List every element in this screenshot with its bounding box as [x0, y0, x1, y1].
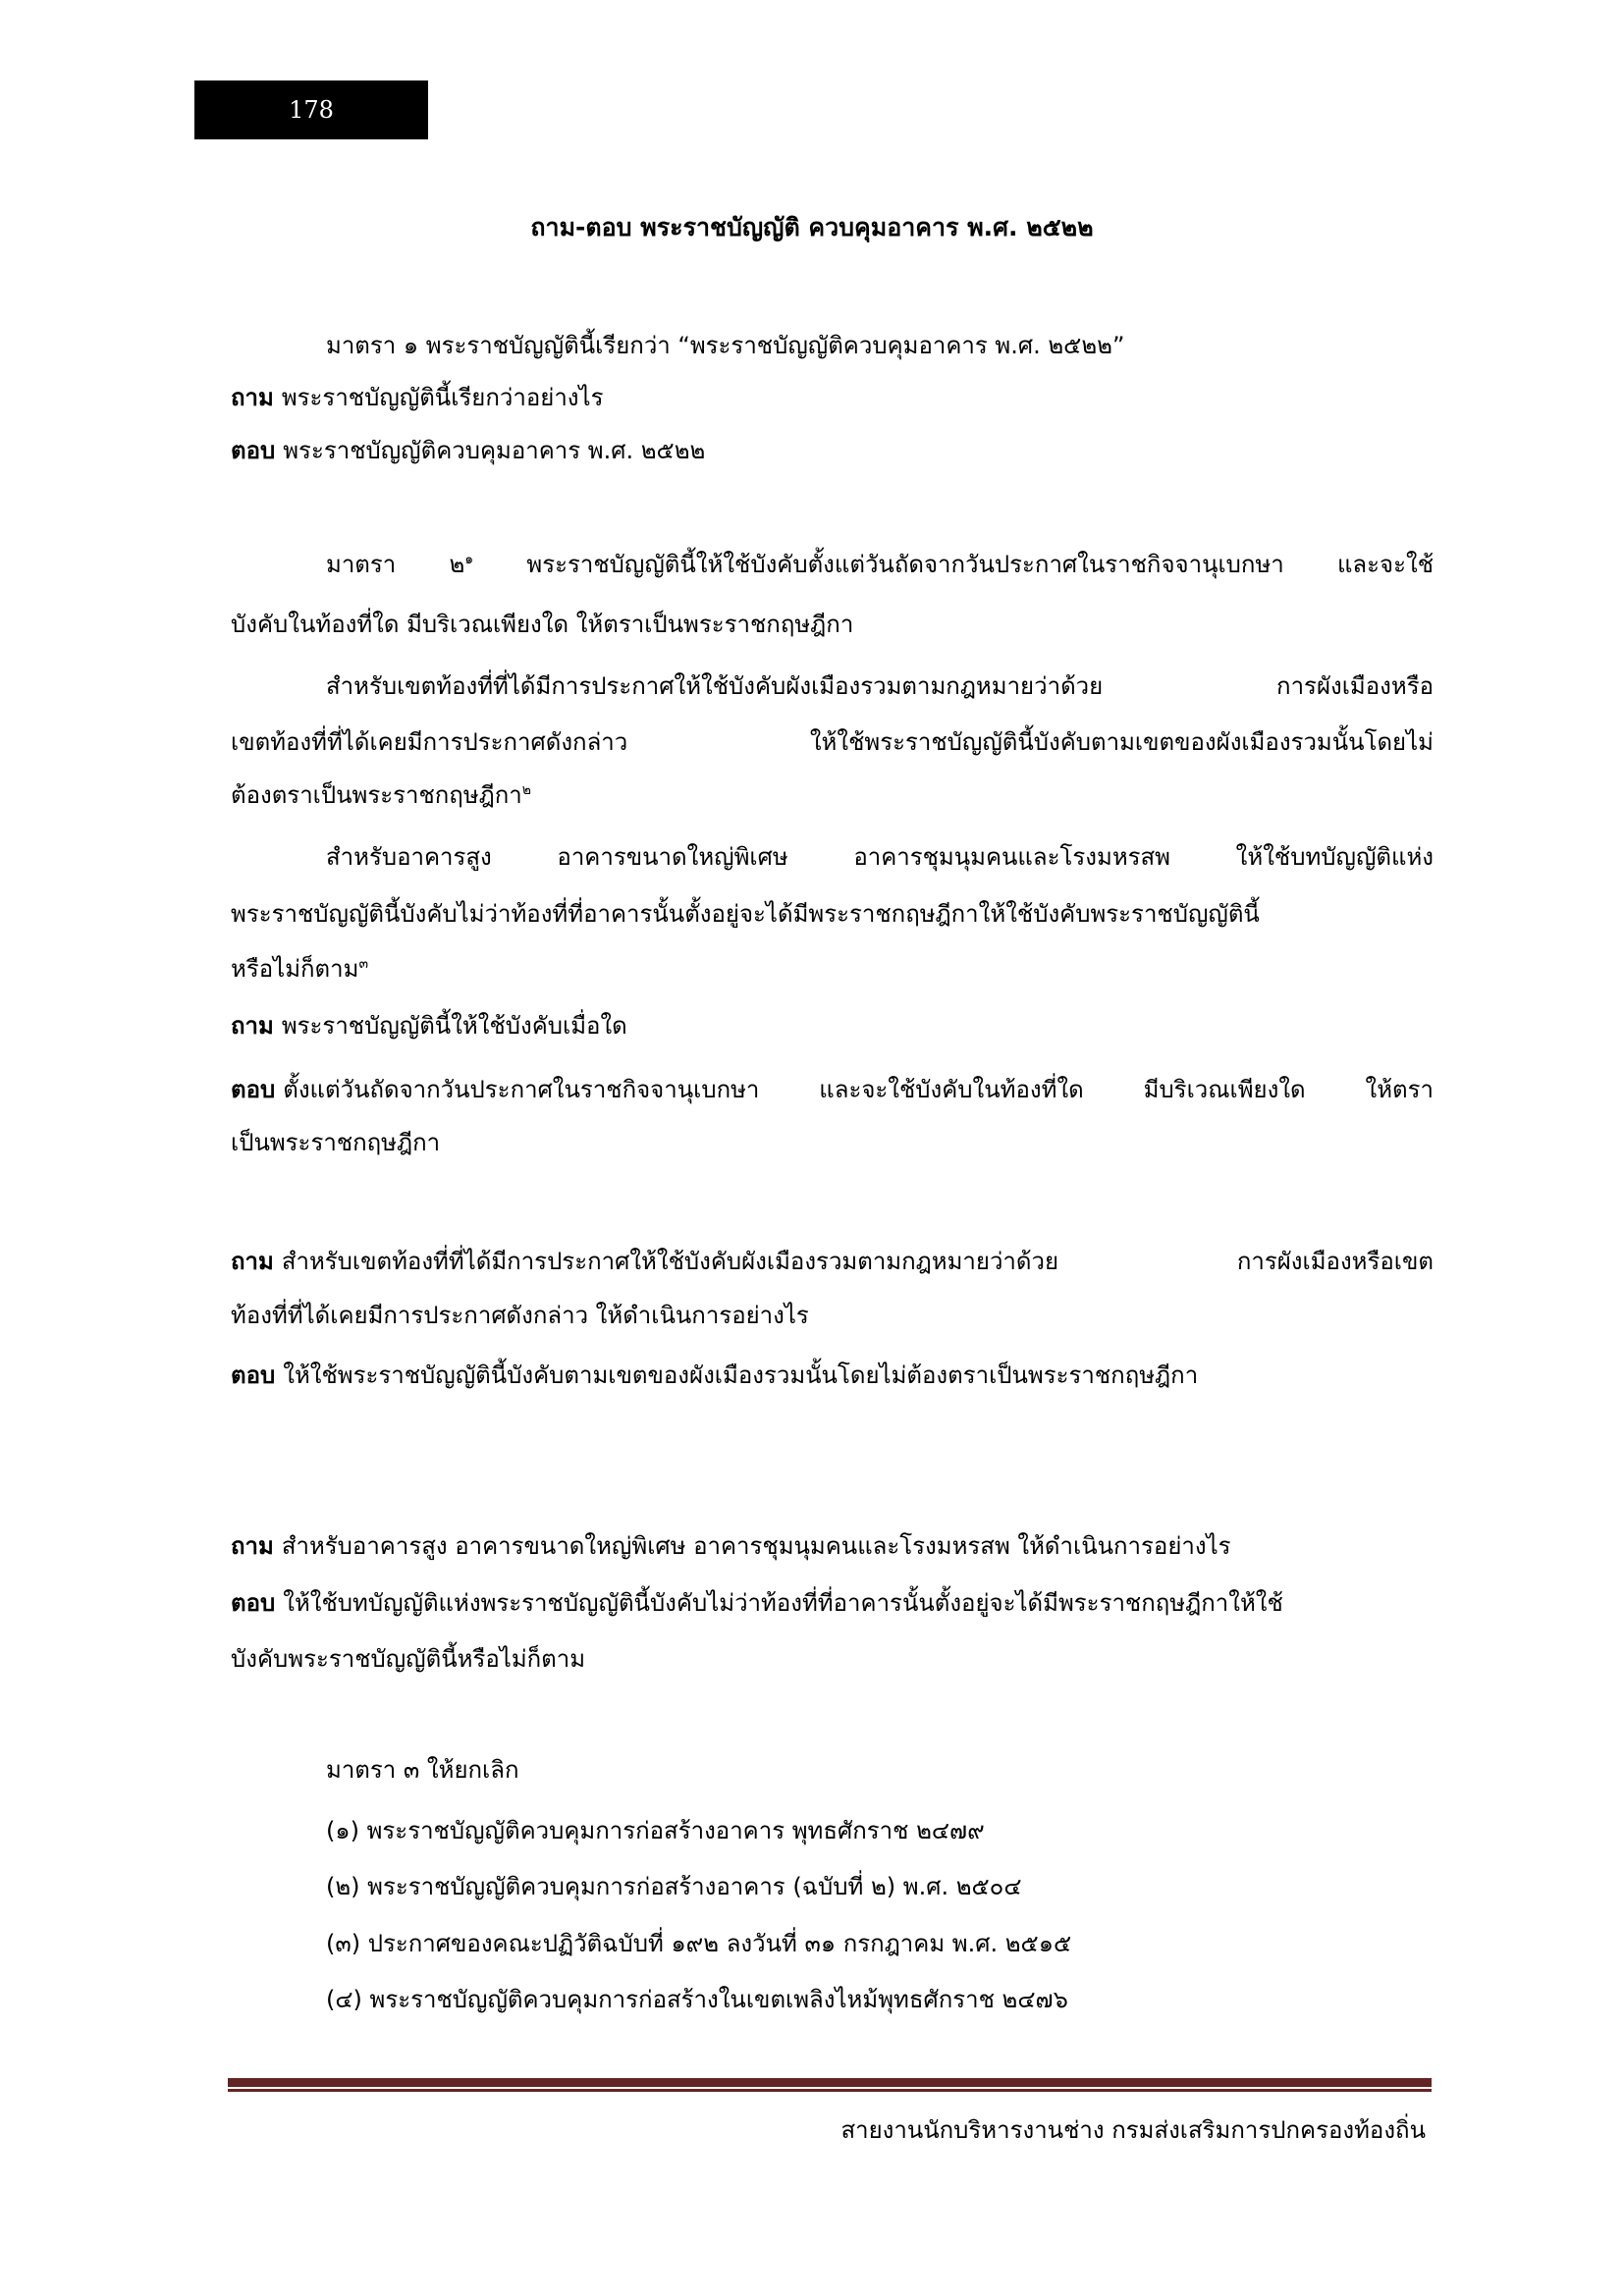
qa3-answer-line1	[231, 1583, 1434, 1623]
qa1-answer-line2: เป็นพระราชกฤษฎีกา	[231, 1129, 441, 1156]
question-label: ถาม	[231, 1532, 274, 1560]
answer-text: ให้ใช้บทบัญญัติแห่งพระราชบัญญัตินี้บังคับไม่ว่าท้องที่ที่อาคารนั้นตั้งอยู่จะได้มีพระราชกฤษฎีกาให้ใช้	[283, 1589, 1283, 1617]
paragraph-text: ต้องตราเป็นพระราชกฤษฎีกา	[231, 781, 522, 809]
answer-text: ให้ใช้พระราชบัญญัตินี้บังคับตามเขตของผังเมืองรวมนั้นโดยไม่ต้องตราเป็นพระราชกฤษฎีกา	[283, 1362, 1199, 1389]
answer-label: ตอบ	[231, 1589, 276, 1617]
answer-label: ตอบ	[231, 1076, 276, 1103]
section2-p3-line3	[231, 949, 1434, 988]
footer-text: สายงานนักบริหารงานช่าง กรมส่งเสริมการปกครองท้องถิ่น	[840, 2116, 1426, 2144]
answer-label: ตอบ	[231, 1362, 276, 1389]
repealed-item-3: (๓) ประกาศของคณะปฏิวัติฉบับที่ ๑๙๒ ลงวันที่ ๓๑ กรกฎาคม พ.ศ. ๒๕๑๕	[326, 1930, 1072, 1957]
repealed-item-2: (๒) พระราชบัญญัติควบคุมการก่อสร้างอาคาร (ฉบับที่ ๒) พ.ศ. ๒๕๐๔	[326, 1873, 1022, 1900]
footer-rule-thin	[228, 2089, 1432, 2092]
answer-label: ตอบ	[231, 437, 276, 464]
section1-text: มาตรา ๑ พระราชบัญญัตินี้เรียกว่า “พระราชบัญญัติควบคุมอาคาร พ.ศ. ๒๕๒๒”	[326, 332, 1125, 359]
qa1-question	[231, 1006, 1434, 1045]
question-text: สำหรับอาคารสูง อาคารขนาดใหญ่พิเศษ อาคารชุมนุมคนและโรงมหรสพ ให้ดำเนินการอย่างไร	[281, 1532, 1231, 1560]
answer-text: พระราชบัญญัติควบคุมอาคาร พ.ศ. ๒๕๒๒	[283, 437, 706, 464]
section2-p1-line2: บังคับในท้องที่ใด มีบริเวณเพียงใด ให้ตราเป็นพระราชกฤษฎีกา	[231, 611, 854, 638]
paragraph-text: พระราชบัญญัตินี้ให้ใช้บังคับตั้งแต่วันถัดจากวันประกาศในราชกิจจานุเบกษา และจะใช้	[473, 551, 1434, 578]
section3-heading: มาตรา ๓ ให้ยกเลิก	[326, 1756, 519, 1784]
question-label: ถาม	[231, 1248, 274, 1275]
question-text: สำหรับเขตท้องที่ที่ได้มีการประกาศให้ใช้บังคับผังเมืองรวมตามกฎหมายว่าด้วย การผังเมืองหรือเขต	[281, 1248, 1434, 1275]
repealed-item-1: (๑) พระราชบัญญัติควบคุมการก่อสร้างอาคาร พุทธศักราช ๒๔๗๙	[326, 1817, 985, 1844]
qa2-question-line2: ท้องที่ที่ได้เคยมีการประกาศดังกล่าว ให้ดำเนินการอย่างไร	[231, 1302, 809, 1329]
section2-p3-line1: สำหรับอาคารสูง อาคารขนาดใหญ่พิเศษ อาคารชุมนุมคนและโรงมหรสพ ให้ใช้บทบัญญัติแห่ง	[326, 843, 1434, 871]
section1-answer	[231, 431, 1434, 470]
footnote-ref[interactable]: ๑	[464, 552, 474, 567]
section2-p2-line2: เขตท้องที่ที่ได้เคยมีการประกาศดังกล่าว ให้ใช้พระราชบัญญัตินี้บังคับตามเขตของผังเมืองรวมนั้นโดยไม่	[231, 728, 1434, 756]
answer-text: ตั้งแต่วันถัดจากวันประกาศในราชกิจจานุเบกษา และจะใช้บังคับในท้องที่ใด มีบริเวณเพียงใด ให้ตรา	[283, 1076, 1434, 1103]
footnote-ref[interactable]: ๒	[521, 782, 532, 798]
section-number: มาตรา ๒	[326, 551, 465, 578]
qa1-answer-line1	[231, 1070, 1434, 1109]
qa3-question	[231, 1526, 1434, 1566]
document-title: ถาม-ตอบ พระราชบัญญัติ ควบคุมอาคาร พ.ศ. ๒๕๒๒	[530, 213, 1094, 241]
footer-rule-thick	[228, 2078, 1432, 2087]
question-label: ถาม	[231, 1012, 274, 1040]
qa2-answer	[231, 1356, 1434, 1395]
section2-p2-line1: สำหรับเขตท้องที่ที่ได้มีการประกาศให้ใช้บังคับผังเมืองรวมตามกฎหมายว่าด้วย การผังเมืองหรือ	[326, 672, 1434, 700]
page-number-box	[194, 80, 428, 139]
question-text: พระราชบัญญัตินี้เรียกว่าอย่างไร	[281, 384, 604, 411]
paragraph-text: หรือไม่ก็ตาม	[231, 955, 359, 983]
footnote-ref[interactable]: ๓	[358, 956, 369, 972]
question-text: พระราชบัญญัตินี้ให้ใช้บังคับเมื่อใด	[281, 1012, 627, 1040]
question-label: ถาม	[231, 384, 274, 411]
repealed-item-4: (๔) พระราชบัญญัติควบคุมการก่อสร้างในเขตเพลิงไหม้พุทธศักราช ๒๔๗๖	[326, 1986, 1068, 2013]
section1-question	[231, 378, 1434, 417]
qa2-question-line1	[231, 1242, 1434, 1281]
section2-p1-line1	[326, 545, 1434, 584]
section2-p3-line2: พระราชบัญญัตินี้บังคับไม่ว่าท้องที่ที่อาคารนั้นตั้งอยู่จะได้มีพระราชกฤษฎีกาให้ใช้บังคับพระราชบัญญัตินี้	[231, 900, 1260, 928]
page-number: 178	[289, 96, 334, 124]
section2-p2-line3	[231, 775, 1434, 815]
qa3-answer-line2: บังคับพระราชบัญญัตินี้หรือไม่ก็ตาม	[231, 1645, 586, 1673]
